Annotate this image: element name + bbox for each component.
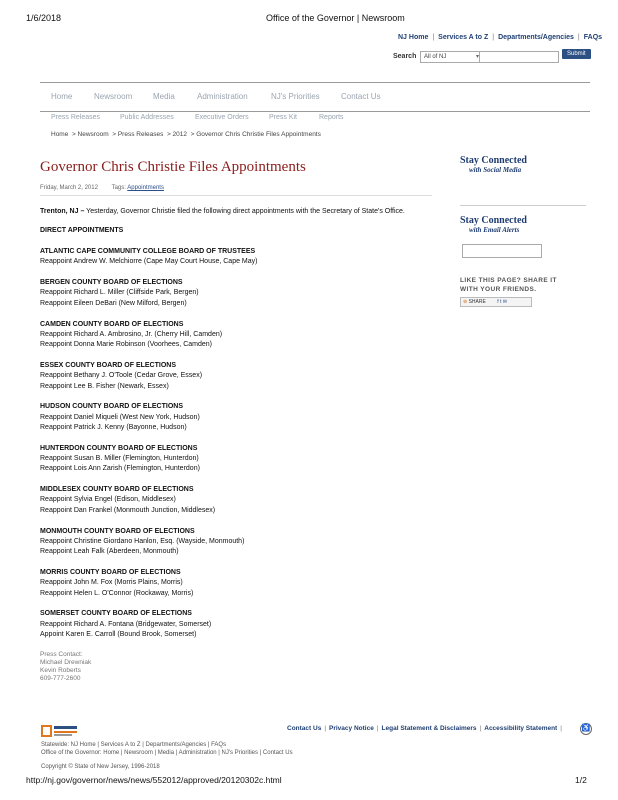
- board-list: [40, 247, 440, 640]
- appointment-line: Reappoint Susan B. Miller (Flemington, Hunterdon): [40, 455, 199, 463]
- appointment-line: Reappoint Sylvia Engel (Edison, Middlesex): [40, 496, 176, 504]
- nav-newsroom[interactable]: Newsroom: [94, 92, 133, 101]
- search-input[interactable]: [479, 51, 559, 63]
- sidebar-divider: [460, 205, 586, 206]
- board-name: BERGEN COUNTY BOARD OF ELECTIONS: [40, 279, 183, 287]
- top-link-nj-home[interactable]: NJ Home: [398, 34, 429, 41]
- share-plus-icon: ⊕: [463, 299, 468, 305]
- section-title: DIRECT APPOINTMENTS: [40, 227, 124, 235]
- social-icons: f t ✉: [497, 299, 507, 305]
- board-name: ATLANTIC CAPE COMMUNITY COLLEGE BOARD OF TRUSTEES: [40, 248, 256, 256]
- breadcrumb[interactable]: Home > Newsroom > Press Releases > 2012 > Governor Chris Christie Files Appointments: [51, 131, 321, 138]
- appointment-line: Reappoint Helen L. O'Connor (Rockaway, Morris): [40, 589, 194, 597]
- board-name: CAMDEN COUNTY BOARD OF ELECTIONS: [40, 320, 184, 328]
- subnav-press-releases[interactable]: Press Releases: [51, 114, 101, 121]
- appointment-line: Reappoint Patrick J. Kenny (Bayonne, Hudson): [40, 423, 187, 431]
- appointment-line: Appoint Karen E. Carroll (Bound Brook, Somerset): [40, 630, 197, 638]
- subnav-reports[interactable]: Reports: [319, 114, 344, 121]
- footer-office[interactable]: Office of the Governor: Home | Newsroom | Media | Administration | NJ's Priorities | Contact Us: [41, 750, 293, 756]
- press-contact-label: Press Contact:: [40, 651, 83, 658]
- footer-statewide[interactable]: Statewide: NJ Home | Services A to Z | Departments/Agencies | FAQs: [41, 742, 227, 748]
- tag-link[interactable]: Appointments: [127, 185, 164, 191]
- share-prompt: LIKE THIS PAGE? SHARE IT WITH YOUR FRIENDS.: [460, 277, 557, 293]
- share-button[interactable]: [460, 297, 532, 307]
- board-block: [40, 444, 440, 475]
- nav-media[interactable]: Media: [153, 92, 175, 101]
- nav-administration[interactable]: Administration: [197, 92, 248, 101]
- board-block: [40, 361, 440, 392]
- print-url: http://nj.gov/governor/news/news/552012/approved/20120302c.html: [26, 775, 282, 785]
- appointment-line: Reappoint Andrew W. Melchiorre (Cape May Court House, Cape May): [40, 258, 258, 266]
- board-block: [40, 609, 440, 640]
- article-date: Friday, March 2, 2012: [40, 185, 98, 191]
- board-name: MIDDLESEX COUNTY BOARD OF ELECTIONS: [40, 486, 194, 494]
- tags-label: Tags:: [111, 185, 126, 191]
- article-body: [40, 207, 440, 640]
- appointment-line: Reappoint Richard L. Miller (Cliffside Park, Bergen): [40, 289, 199, 297]
- article-meta: [40, 185, 164, 191]
- board-block: [40, 402, 440, 433]
- board-name: SOMERSET COUNTY BOARD OF ELECTIONS: [40, 610, 192, 618]
- print-page-number: 1/2: [575, 775, 587, 785]
- accessibility-icon[interactable]: ♿: [580, 723, 592, 735]
- press-contact-name: Kevin Roberts: [40, 667, 81, 674]
- appointment-line: Reappoint Dan Frankel (Monmouth Junction, Middlesex): [40, 506, 216, 514]
- appointment-line: Reappoint Christine Giordano Hanlon, Esq. (Wayside, Monmouth): [40, 537, 245, 545]
- appointment-line: Reappoint John M. Fox (Morris Plains, Morris): [40, 579, 183, 587]
- board-name: MORRIS COUNTY BOARD OF ELECTIONS: [40, 568, 181, 576]
- page-title: Governor Chris Christie Files Appointments: [40, 159, 306, 175]
- subnav-public-addresses[interactable]: Public Addresses: [120, 114, 174, 121]
- social-subtitle[interactable]: with Social Media: [469, 166, 522, 174]
- board-block: [40, 485, 440, 516]
- search-scope-value: All of NJ: [424, 54, 447, 60]
- press-contact-name: Michael Drewniak: [40, 659, 92, 666]
- chevron-down-icon: ▾: [475, 54, 479, 60]
- print-date: 1/6/2018: [26, 13, 62, 23]
- board-name: MONMOUTH COUNTY BOARD OF ELECTIONS: [40, 527, 195, 535]
- print-title: Office of the Governor | Newsroom: [266, 13, 405, 23]
- search-scope-select[interactable]: [420, 51, 484, 63]
- search-label: Search: [393, 53, 417, 60]
- top-link-departments[interactable]: Departments/Agencies: [498, 34, 574, 41]
- opra-logo-icon: [41, 724, 77, 738]
- board-block: [40, 527, 440, 558]
- appointment-line: Reappoint Bethany J. O'Toole (Cedar Grove, Essex): [40, 372, 203, 380]
- board-block: [40, 568, 440, 599]
- press-contact-phone: 609-777-2600: [40, 675, 81, 682]
- press-contact: [40, 651, 91, 683]
- nav-priorities[interactable]: NJ's Priorities: [271, 92, 320, 101]
- footer-accessibility-link[interactable]: Accessibility Statement: [484, 725, 558, 732]
- footer-contact-link[interactable]: Contact Us: [287, 725, 322, 732]
- search-submit-button[interactable]: Submit: [562, 49, 591, 59]
- social-title: Stay Connected: [460, 155, 527, 166]
- appointment-line: Reappoint Richard A. Fontana (Bridgewater, Somerset): [40, 620, 212, 628]
- footer-privacy-link[interactable]: Privacy Notice: [329, 725, 374, 732]
- appointment-line: Reappoint Lee B. Fisher (Newark, Essex): [40, 382, 169, 390]
- board-block: [40, 278, 440, 309]
- nav-home[interactable]: Home: [51, 92, 73, 101]
- opra-logo[interactable]: [41, 724, 77, 738]
- top-link-faqs[interactable]: FAQs: [583, 34, 603, 41]
- appointment-line: Reappoint Richard A. Ambrosino, Jr. (Cherry Hill, Camden): [40, 330, 223, 338]
- appointment-line: Reappoint Donna Marie Robinson (Voorhees, Camden): [40, 341, 212, 349]
- board-block: [40, 320, 440, 351]
- dateline: Trenton, NJ –: [40, 208, 85, 215]
- top-link-services[interactable]: Services A to Z: [438, 34, 489, 41]
- email-alert-input[interactable]: [462, 244, 542, 258]
- board-name: ESSEX COUNTY BOARD OF ELECTIONS: [40, 361, 176, 369]
- email-title: Stay Connected: [460, 215, 527, 226]
- subnav-executive-orders[interactable]: Executive Orders: [195, 114, 249, 121]
- lead-text: Yesterday, Governor Christie filed the following direct appointments with the Secretary of State's Office.: [84, 208, 405, 215]
- board-name: HUNTERDON COUNTY BOARD OF ELECTIONS: [40, 444, 198, 452]
- top-links: NJ Home | Services A to Z | Departments/Agencies | FAQs: [398, 34, 603, 41]
- board-name: HUDSON COUNTY BOARD OF ELECTIONS: [40, 403, 183, 411]
- article-divider: [40, 195, 432, 196]
- subnav-press-kit[interactable]: Press Kit: [269, 114, 298, 121]
- footer-links: Contact Us | Privacy Notice | Legal Statement & Disclaimers | Accessibility Statement |: [287, 725, 562, 732]
- email-subtitle: with Email Alerts: [469, 226, 520, 234]
- share-label: SHARE: [468, 299, 486, 305]
- copyright: Copyright © State of New Jersey, 1996-2018: [41, 764, 160, 770]
- lead-paragraph: [40, 207, 440, 217]
- appointment-line: Reappoint Daniel Miqueli (West New York, Hudson): [40, 413, 200, 421]
- appointment-line: Reappoint Leah Falk (Aberdeen, Monmouth): [40, 548, 179, 556]
- footer-legal-link[interactable]: Legal Statement & Disclaimers: [381, 725, 477, 732]
- nav-contact[interactable]: Contact Us: [341, 92, 381, 101]
- appointment-line: Reappoint Lois Ann Zarish (Flemington, Hunterdon): [40, 465, 200, 473]
- appointment-line: Reappoint Eileen DeBari (New Milford, Bergen): [40, 299, 187, 307]
- board-block: [40, 247, 440, 268]
